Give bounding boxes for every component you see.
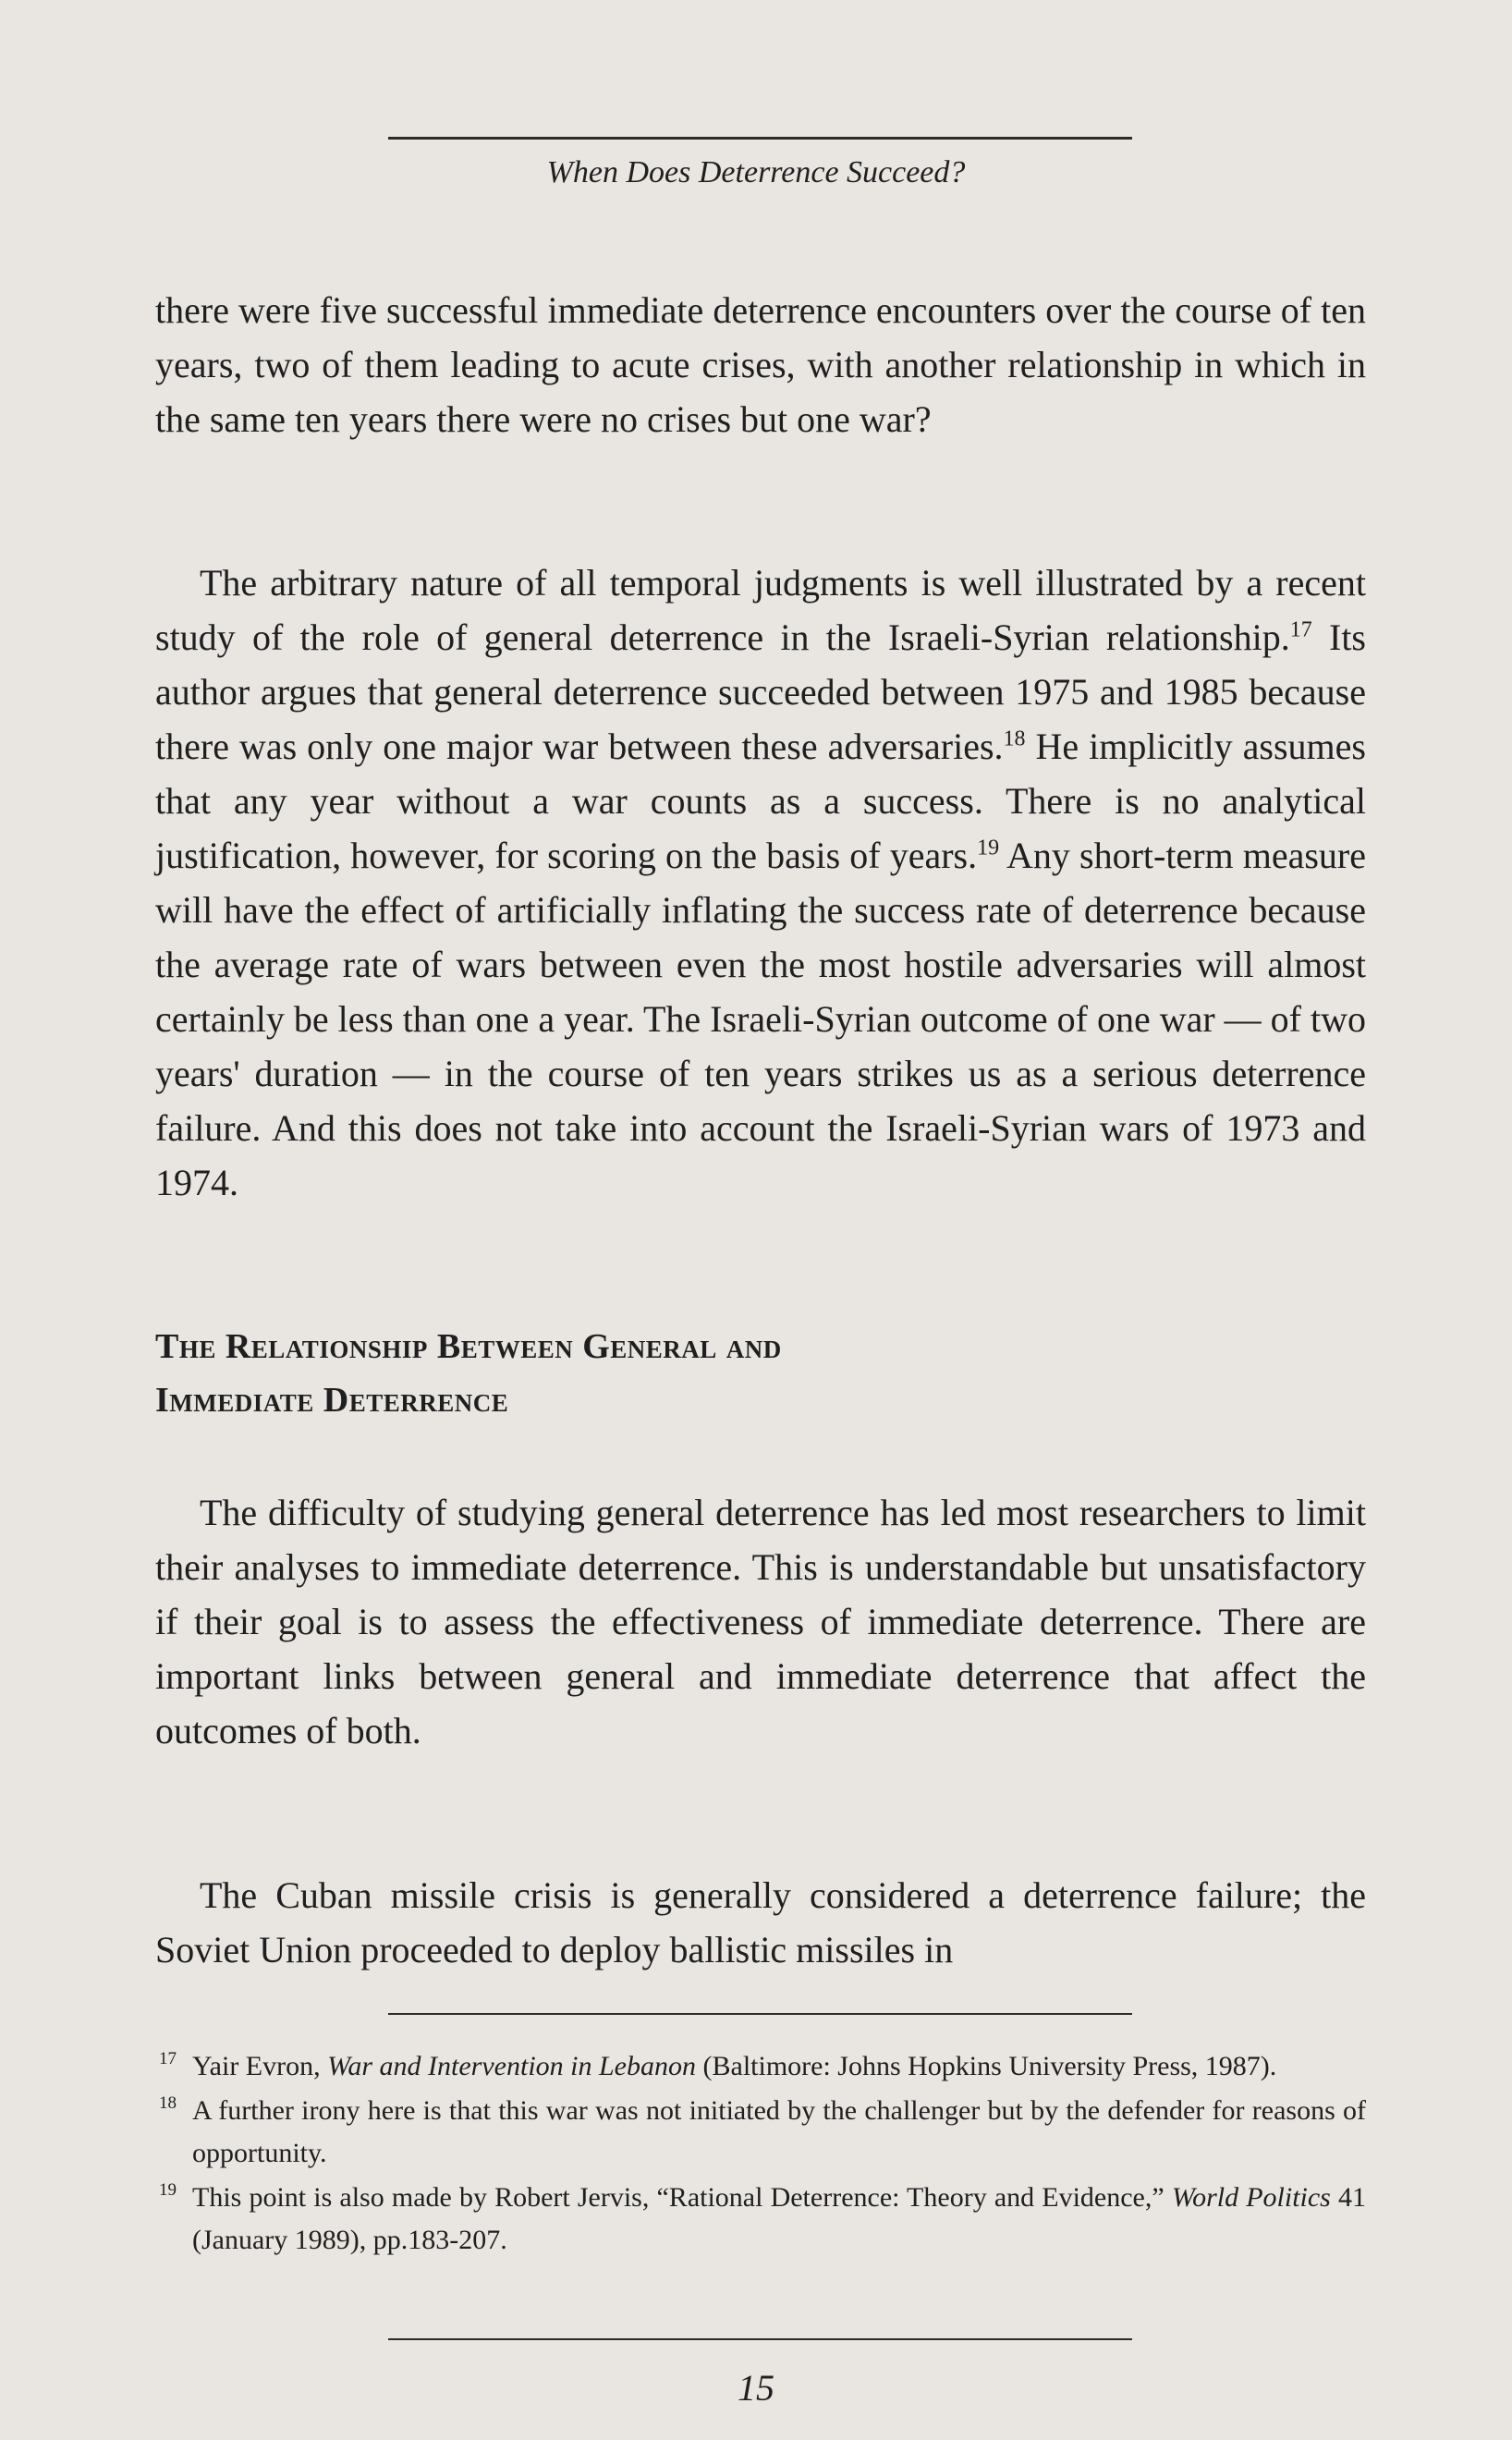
footnote-rule xyxy=(388,2013,1132,2015)
footnote-ref-17: 17 xyxy=(1289,617,1312,642)
paragraph-4-text: The Cuban missile crisis is generally considered a deterrence failure; the Soviet Union proceeded to deploy ballistic missiles in xyxy=(155,1874,1366,1970)
footnote-number: 17 xyxy=(159,2049,177,2068)
footnote-19: 19 This point is also made by Robert Jervis, “Rational Deterrence: Theory and Evidence,” World Politics 41 (January 1989), pp.183-207. xyxy=(155,2177,1366,2262)
paragraph-3-text: The difficulty of studying general deterrence has led most researchers to limit their analyses to immediate deterrence. This is understandable but unsatisfactory if their goal is to assess the effectiveness of immediate deterrence. There are important links between general and immediate deterrence that affect the outcomes of both. xyxy=(155,1492,1366,1751)
paragraph-1 xyxy=(155,283,1366,446)
footer-rule xyxy=(388,2338,1132,2340)
footnotes xyxy=(155,2045,1366,2263)
paragraph-2-text-c: He implicitly assumes that any year without a war counts as a success. There is no analytical justification, however, for scoring on the basis of years. xyxy=(155,726,1366,876)
paragraph-2 xyxy=(155,555,1366,1210)
footnote-number: 18 xyxy=(159,2093,177,2113)
section-heading-line-2: Immediate Deterrence xyxy=(155,1381,509,1420)
paragraph-1-text: there were five successful immediate deterrence encounters over the course of ten years, two of them leading to acute crises, with another relationship in which in the same ten years there were no crises but one war? xyxy=(155,289,1366,440)
paragraph-2-text-d: Any short-term measure will have the effect of artificially inflating the success rate of deterrence because the average rate of wars between even the most hostile adversaries will almost certainly be less than one a year. The Israeli-Syrian outcome of one war — of two years' duration — in the course of ten years strikes us as a serious deterrence failure. And this does not take into account the Israeli-Syrian wars of 1973 and 1974. xyxy=(155,835,1367,1203)
footnote-18: 18 A further irony here is that this war was not initiated by the challenger but by the defender for reasons of opportunity. xyxy=(155,2090,1366,2175)
section-heading-line-1: The Relationship Between General and xyxy=(155,1327,782,1366)
paragraph-4 xyxy=(155,1868,1366,1977)
footnote-17: 17 Yair Evron, War and Intervention in Lebanon (Baltimore: Johns Hopkins University Press, 1987). xyxy=(155,2045,1366,2088)
running-head: When Does Deterrence Succeed? xyxy=(546,155,966,189)
paragraph-2-text-a: The arbitrary nature of all temporal judgments is well illustrated by a recent study of the role of general deterrence in the Israeli-Syrian relationship. xyxy=(155,562,1366,658)
header-rule xyxy=(388,137,1132,140)
page-number: 15 xyxy=(738,2367,774,2409)
paragraph-3 xyxy=(155,1485,1366,1758)
journal-title: World Politics xyxy=(1171,2182,1331,2213)
footnote-number: 19 xyxy=(159,2180,177,2200)
section-heading xyxy=(155,1320,1264,1427)
footnote-ref-19: 19 xyxy=(977,836,1000,860)
footnote-ref-18: 18 xyxy=(1003,726,1026,751)
paragraph-2-text-b: Its author argues that general deterrence succeeded between 1975 and 1985 because there was only one major war between these adversaries. xyxy=(155,616,1366,767)
book-title: War and Intervention in Lebanon xyxy=(327,2051,696,2081)
